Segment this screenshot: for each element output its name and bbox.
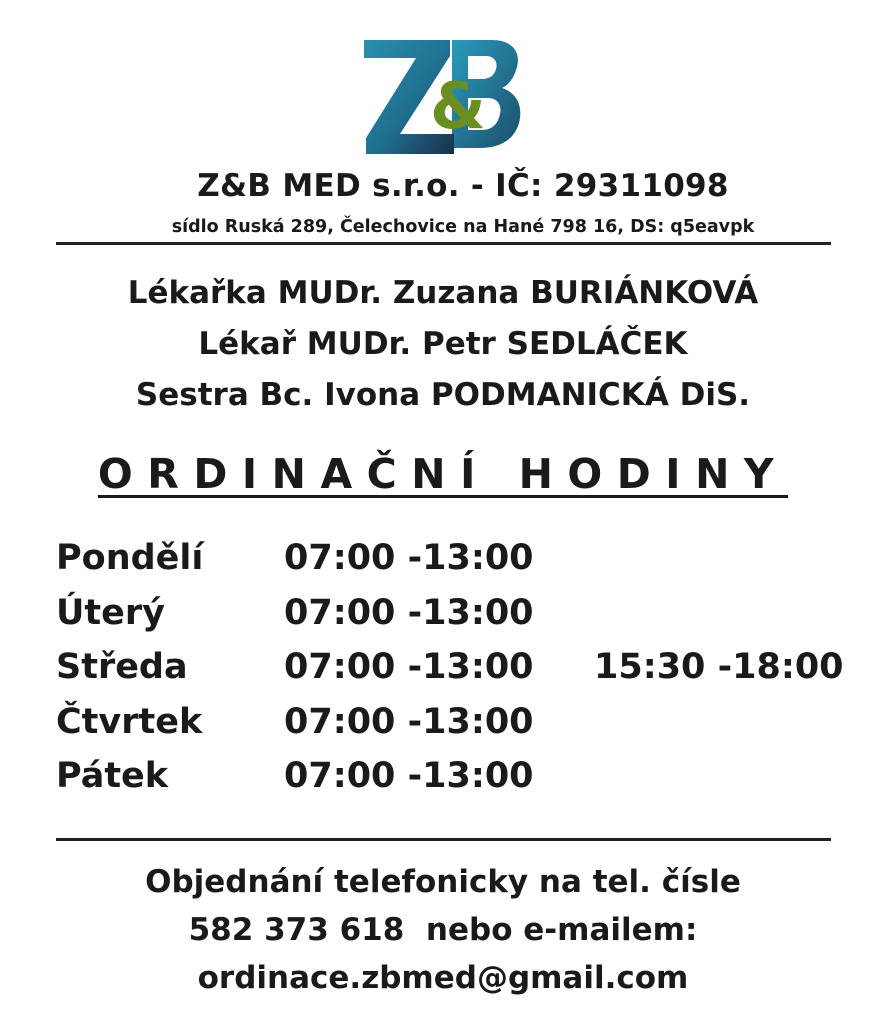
schedule-morning: 07:00 -13:00 xyxy=(284,756,534,796)
contact-phone-line: 582 373 618 nebo e-mailem: xyxy=(188,912,698,948)
contact-email: ordinace.zbmed@gmail.com xyxy=(197,960,689,996)
company-logo xyxy=(364,36,524,158)
schedule-day: Čtvrtek xyxy=(56,701,203,742)
schedule-morning: 07:00 -13:00 xyxy=(284,647,534,687)
office-hours-title-text: ORDINAČNÍ HODINY xyxy=(97,450,789,498)
divider-bottom xyxy=(56,838,831,841)
schedule-row xyxy=(56,589,836,644)
staff-member: Sestra Bc. Ivona PODMANICKÁ DiS. xyxy=(135,377,751,413)
schedule-morning: 07:00 -13:00 xyxy=(284,701,534,742)
schedule-afternoon: 15:30 -18:00 xyxy=(594,647,844,687)
staff-member: Lékař MUDr. Petr SEDLÁČEK xyxy=(198,326,688,362)
office-hours-title xyxy=(0,450,886,498)
schedule-day: Pátek xyxy=(56,756,169,796)
company-address: sídlo Ruská 289, Čelechovice na Hané 798 16, DS: q5eavpk xyxy=(171,217,755,237)
schedule-row xyxy=(56,752,836,807)
contact-line: Objednání telefonicky na tel. čísle xyxy=(145,864,741,900)
staff-list xyxy=(0,268,886,421)
schedule-morning: 07:00 -13:00 xyxy=(284,538,534,578)
divider-top xyxy=(56,242,831,245)
company-name: Z&B MED s.r.o. - IČ: 29311098 xyxy=(197,168,729,204)
schedule-row xyxy=(56,534,836,589)
schedule-morning: 07:00 -13:00 xyxy=(284,592,534,633)
schedule-day: Pondělí xyxy=(56,538,204,578)
schedule-day: Středa xyxy=(56,647,188,687)
staff-member: Lékařka MUDr. Zuzana BURIÁNKOVÁ xyxy=(127,275,759,311)
schedule-day: Úterý xyxy=(56,592,165,633)
schedule-row xyxy=(56,643,844,698)
contact-info xyxy=(0,858,886,1002)
schedule-table xyxy=(56,534,844,807)
svg-text:&: & xyxy=(430,70,486,144)
schedule-row xyxy=(56,698,836,753)
